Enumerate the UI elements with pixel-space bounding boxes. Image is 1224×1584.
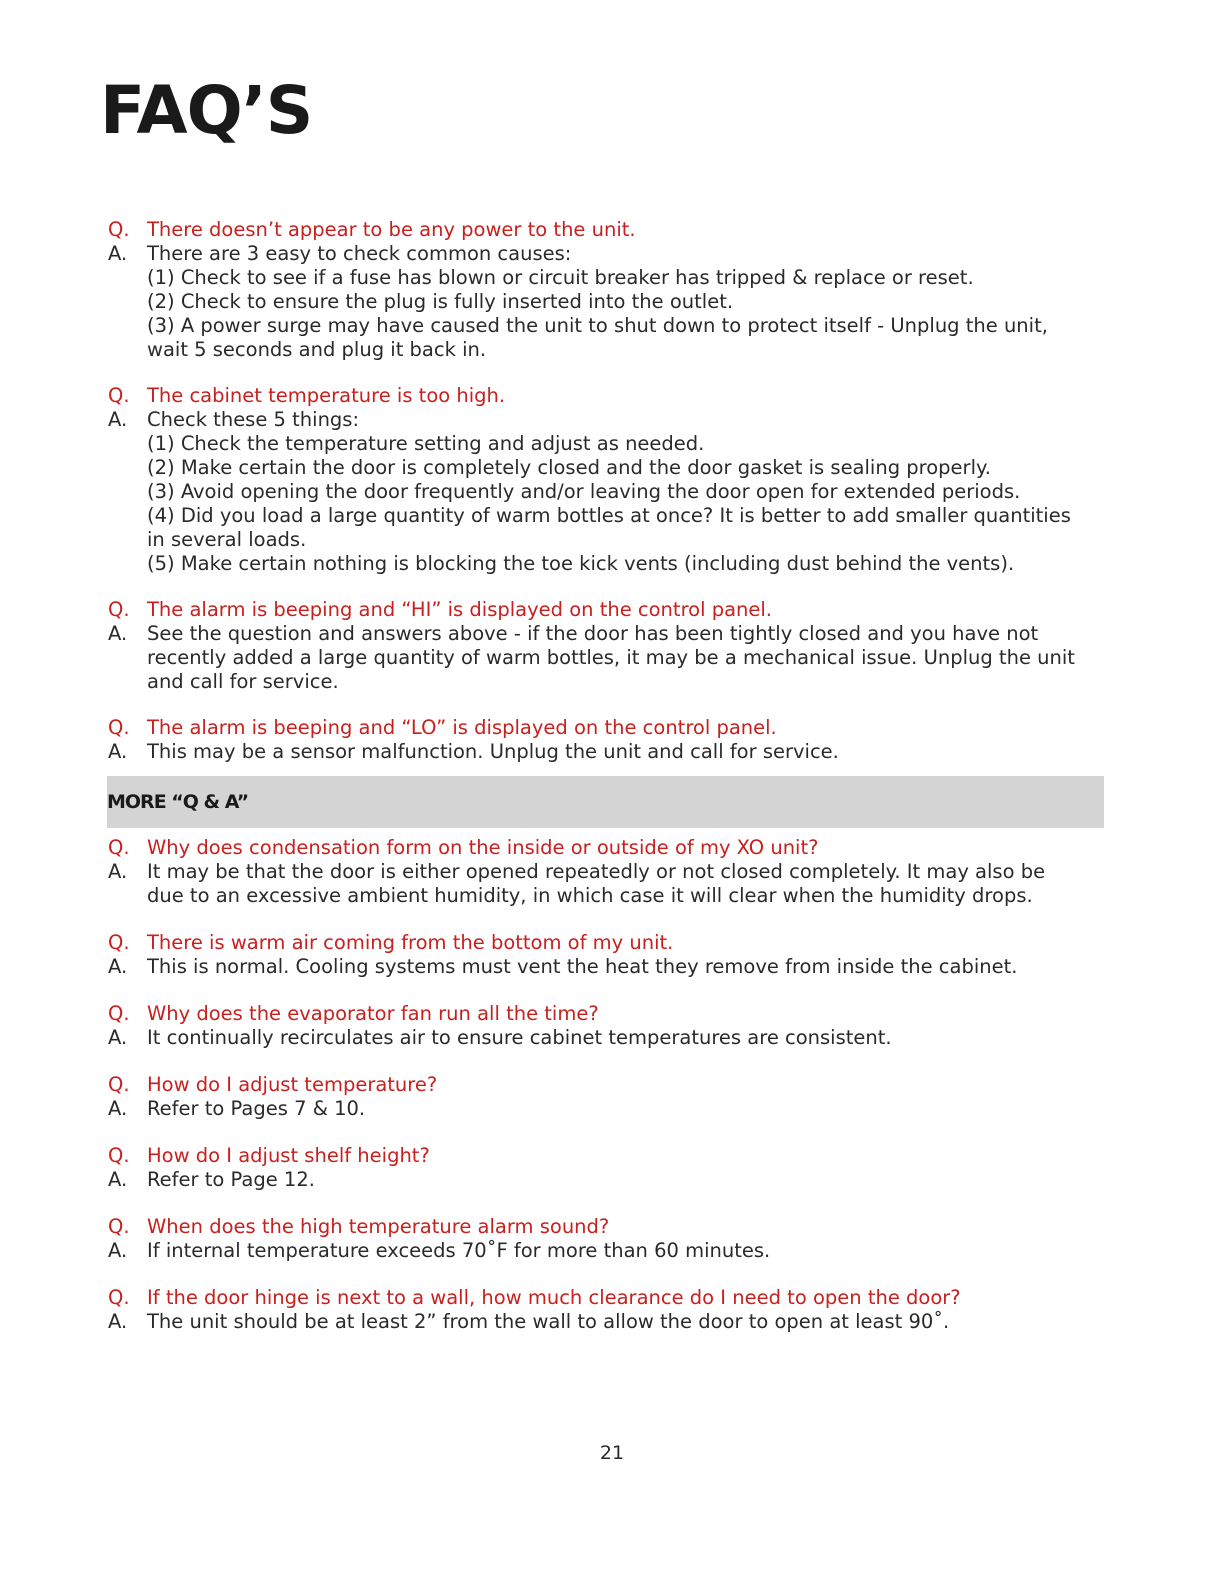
faq-item (108, 384, 1108, 576)
question-label: Q. (108, 716, 130, 739)
more-qa-banner (107, 776, 1104, 828)
faq-item (108, 1002, 1108, 1050)
faq-question (108, 1144, 1108, 1168)
faq-question (108, 384, 1108, 408)
faq-item (108, 598, 1108, 694)
answer-line: recently added a large quantity of warm bottles, it may be a mechanical issue. Unplug the unit (147, 646, 1075, 669)
answer-label: A. (108, 1239, 128, 1262)
question-label: Q. (108, 1286, 130, 1309)
faq-question (108, 1286, 1108, 1310)
answer-line: Refer to Page 12. (147, 1168, 315, 1191)
question-text: Why does the evaporator fan run all the time? (147, 1002, 599, 1025)
question-label: Q. (108, 218, 130, 241)
faq-answer (108, 1168, 1108, 1192)
answer-label: A. (108, 955, 128, 978)
question-label: Q. (108, 384, 130, 407)
question-text: There doesn’t appear to be any power to the unit. (147, 218, 636, 241)
question-text: How do I adjust shelf height? (147, 1144, 430, 1167)
more-qa-title: MORE “Q & A” (107, 791, 249, 813)
faq-question (108, 716, 1108, 740)
faq-answer (108, 242, 1108, 362)
question-label: Q. (108, 1144, 130, 1167)
answer-line: The unit should be at least 2” from the wall to allow the door to open at least 90˚. (147, 1310, 950, 1333)
answer-line: It may be that the door is either opened repeatedly or not closed completely. It may also be (147, 860, 1046, 883)
faq-question (108, 1073, 1108, 1097)
question-text: If the door hinge is next to a wall, how much clearance do I need to open the door? (147, 1286, 961, 1309)
answer-label: A. (108, 740, 128, 763)
answer-line: wait 5 seconds and plug it back in. (147, 338, 487, 361)
answer-line: There are 3 easy to check common causes: (147, 242, 572, 265)
question-text: Why does condensation form on the inside or outside of my XO unit? (147, 836, 819, 859)
faq-answer (108, 1097, 1108, 1121)
answer-line: Check these 5 things: (147, 408, 360, 431)
answer-line: (3) A power surge may have caused the unit to shut down to protect itself - Unplug the unit, (147, 314, 1048, 337)
answer-line: (4) Did you load a large quantity of warm bottles at once? It is better to add smaller quantities (147, 504, 1071, 527)
question-label: Q. (108, 1215, 130, 1238)
more-faq-section (108, 836, 1108, 1334)
faq-question (108, 1002, 1108, 1026)
answer-line: (3) Avoid opening the door frequently and/or leaving the door open for extended periods. (147, 480, 1021, 503)
faq-item (108, 1144, 1108, 1192)
question-label: Q. (108, 598, 130, 621)
answer-line: (2) Check to ensure the plug is fully inserted into the outlet. (147, 290, 734, 313)
answer-label: A. (108, 1097, 128, 1120)
faq-answer (108, 622, 1108, 694)
faq-item (108, 1286, 1108, 1334)
faq-item (108, 716, 1108, 764)
faq-answer (108, 740, 1108, 764)
faq-section (108, 218, 1108, 764)
answer-label: A. (108, 1310, 128, 1333)
answer-label: A. (108, 242, 128, 265)
answer-label: A. (108, 408, 128, 431)
answer-line: (5) Make certain nothing is blocking the toe kick vents (including dust behind the vents). (147, 552, 1015, 575)
faq-item (108, 218, 1108, 362)
question-text: When does the high temperature alarm sound? (147, 1215, 610, 1238)
answer-label: A. (108, 622, 128, 645)
question-text: The cabinet temperature is too high. (147, 384, 506, 407)
faq-question (108, 931, 1108, 955)
page-title: FAQ’S (100, 72, 313, 149)
answer-line: (1) Check the temperature setting and adjust as needed. (147, 432, 705, 455)
question-label: Q. (108, 1073, 130, 1096)
faq-answer (108, 860, 1108, 908)
answer-line: in several loads. (147, 528, 307, 551)
question-label: Q. (108, 836, 130, 859)
question-label: Q. (108, 1002, 130, 1025)
faq-item (108, 836, 1108, 908)
answer-label: A. (108, 860, 128, 883)
faq-question (108, 598, 1108, 622)
answer-label: A. (108, 1168, 128, 1191)
faq-item (108, 931, 1108, 979)
faq-answer (108, 1239, 1108, 1263)
faq-item (108, 1073, 1108, 1121)
answer-line: and call for service. (147, 670, 339, 693)
question-text: The alarm is beeping and “LO” is displayed on the control panel. (147, 716, 777, 739)
faq-answer (108, 1026, 1108, 1050)
question-text: How do I adjust temperature? (147, 1073, 438, 1096)
answer-line: (1) Check to see if a fuse has blown or circuit breaker has tripped & replace or reset. (147, 266, 974, 289)
faq-answer (108, 1310, 1108, 1334)
faq-question (108, 218, 1108, 242)
answer-line: This may be a sensor malfunction. Unplug the unit and call for service. (147, 740, 839, 763)
answer-line: If internal temperature exceeds 70˚F for more than 60 minutes. (147, 1239, 771, 1262)
page-number: 21 (599, 1442, 625, 1464)
faq-question (108, 836, 1108, 860)
faq-answer (108, 408, 1108, 576)
question-label: Q. (108, 931, 130, 954)
answer-label: A. (108, 1026, 128, 1049)
answer-line: due to an excessive ambient humidity, in which case it will clear when the humidity drops. (147, 884, 1033, 907)
question-text: The alarm is beeping and “HI” is displayed on the control panel. (147, 598, 772, 621)
faq-item (108, 1215, 1108, 1263)
answer-line: (2) Make certain the door is completely closed and the door gasket is sealing properly. (147, 456, 991, 479)
question-text: There is warm air coming from the bottom of my unit. (147, 931, 674, 954)
answer-line: Refer to Pages 7 & 10. (147, 1097, 366, 1120)
answer-line: See the question and answers above - if the door has been tightly closed and you have not (147, 622, 1039, 645)
answer-line: It continually recirculates air to ensure cabinet temperatures are consistent. (147, 1026, 892, 1049)
faq-answer (108, 955, 1108, 979)
answer-line: This is normal. Cooling systems must vent the heat they remove from inside the cabinet. (147, 955, 1018, 978)
faq-question (108, 1215, 1108, 1239)
